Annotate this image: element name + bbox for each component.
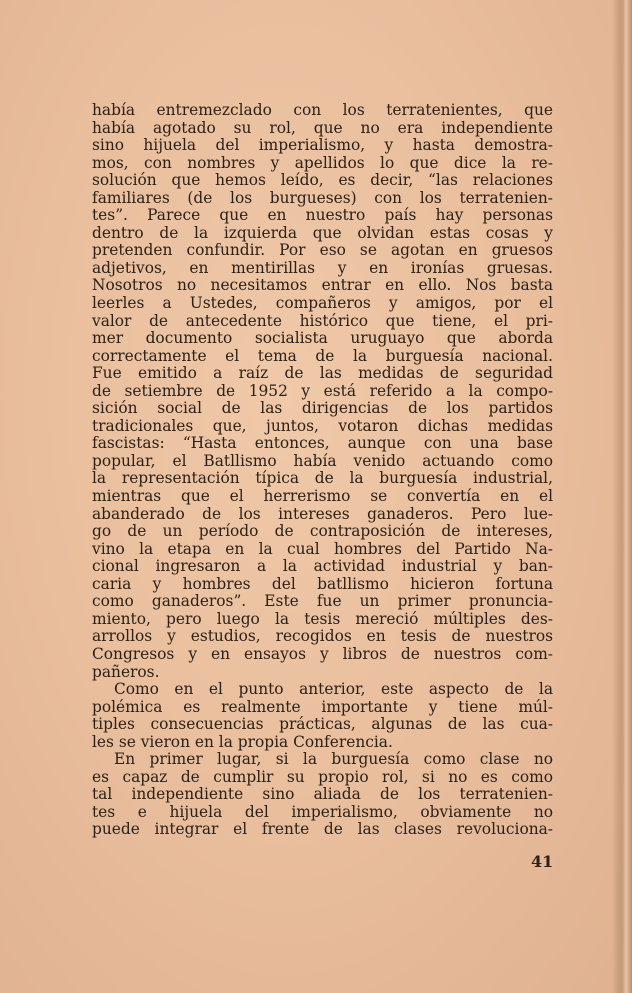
text-line: go de un período de contraposición de intereses,: [92, 522, 553, 541]
text-line: la representación típica de la burguesía industrial,: [92, 469, 553, 488]
text-line: les se vieron en la propia Conferencia.: [92, 732, 393, 751]
text-line: tradicionales que, juntos, votaron dichas medidas: [92, 416, 553, 435]
text-line: Fue emitido a raíz de las medidas de seguridad: [92, 364, 553, 383]
text-line: de setiembre de 1952 y está referido a la compo-: [92, 381, 553, 400]
text-line: miento, pero luego la tesis mereció múltiples des-: [92, 609, 553, 628]
text-line: fascistas: “Hasta entonces, aunque con una base: [92, 434, 553, 453]
text-line: mos, con nombres y apellidos lo que dice la re-: [92, 153, 553, 172]
page-edge: [612, 0, 632, 993]
text-line: mientras que el herrerismo se convertía en el: [92, 487, 553, 506]
text-line: como ganaderos”. Este fue un primer pronuncia-: [92, 592, 553, 611]
text-line: En primer lugar, si la burguesía como clase no: [114, 750, 553, 769]
text-line: pañeros.: [92, 662, 160, 681]
text-line: pretenden confundir. Por eso se agotan en gruesos: [92, 241, 553, 260]
body-text: [92, 102, 553, 839]
text-line: tiples consecuencias prácticas, algunas de las cua-: [92, 715, 553, 734]
text-line: valor de antecedente histórico que tiene, el pri-: [92, 311, 553, 330]
text-line: adjetivos, en mentirillas y en ironías gruesas.: [92, 258, 553, 277]
text-line: correctamente el tema de la burguesía nacional.: [92, 346, 553, 365]
text-line: solución que hemos leído, es decir, “las relaciones: [92, 171, 553, 190]
text-line: arrollos y estudios, recogidos en tesis de nuestros: [92, 627, 553, 646]
text-line: caria y hombres del batllismo hicieron fortuna: [92, 574, 553, 593]
text-line: sición social de las dirigencias de los partidos: [92, 399, 553, 418]
text-line: leerles a Ustedes, compañeros y amigos, por el: [92, 294, 553, 313]
text-line: había entremezclado con los terratenientes, que: [92, 101, 553, 119]
text-line: mer documento socialista uruguayo que aborda: [92, 329, 553, 348]
text-line: Congresos y en ensayos y libros de nuestros com-: [92, 644, 553, 663]
text-line: tes e hijuela del imperialismo, obviamente no: [92, 802, 553, 821]
page-number: 41: [531, 852, 554, 871]
text-line: polémica es realmente importante y tiene múl-: [92, 697, 553, 716]
text-line: Nosotros no necesitamos entrar en ello. Nos basta: [92, 276, 553, 295]
text-line: vino la etapa en la cual hombres del Partido Na-: [92, 539, 553, 558]
text-line: es capaz de cumplir su propio rol, si no es como: [92, 767, 553, 786]
text-line: tes”. Parece que en nuestro país hay personas: [92, 206, 553, 225]
text-line: sino hijuela del imperialismo, y hasta demostra-: [92, 136, 553, 155]
text-line: familiares (de los burgueses) con los terratenien-: [92, 188, 553, 207]
text-line: cional ingresaron a la actividad industrial y ban-: [92, 557, 553, 576]
text-line: abanderado de los intereses ganaderos. Pero lue-: [92, 504, 553, 523]
text-line: Como en el punto anterior, este aspecto de la: [114, 680, 553, 699]
text-line: puede integrar el frente de las clases revoluciona-: [92, 820, 553, 839]
text-line: tal independiente sino aliada de los terratenien-: [92, 785, 553, 804]
text-line: había agotado su rol, que no era independiente: [92, 118, 553, 137]
text-line: dentro de la izquierda que olvidan estas cosas y: [92, 223, 553, 242]
text-line: popular, el Batllismo había venido actuando como: [92, 451, 553, 470]
